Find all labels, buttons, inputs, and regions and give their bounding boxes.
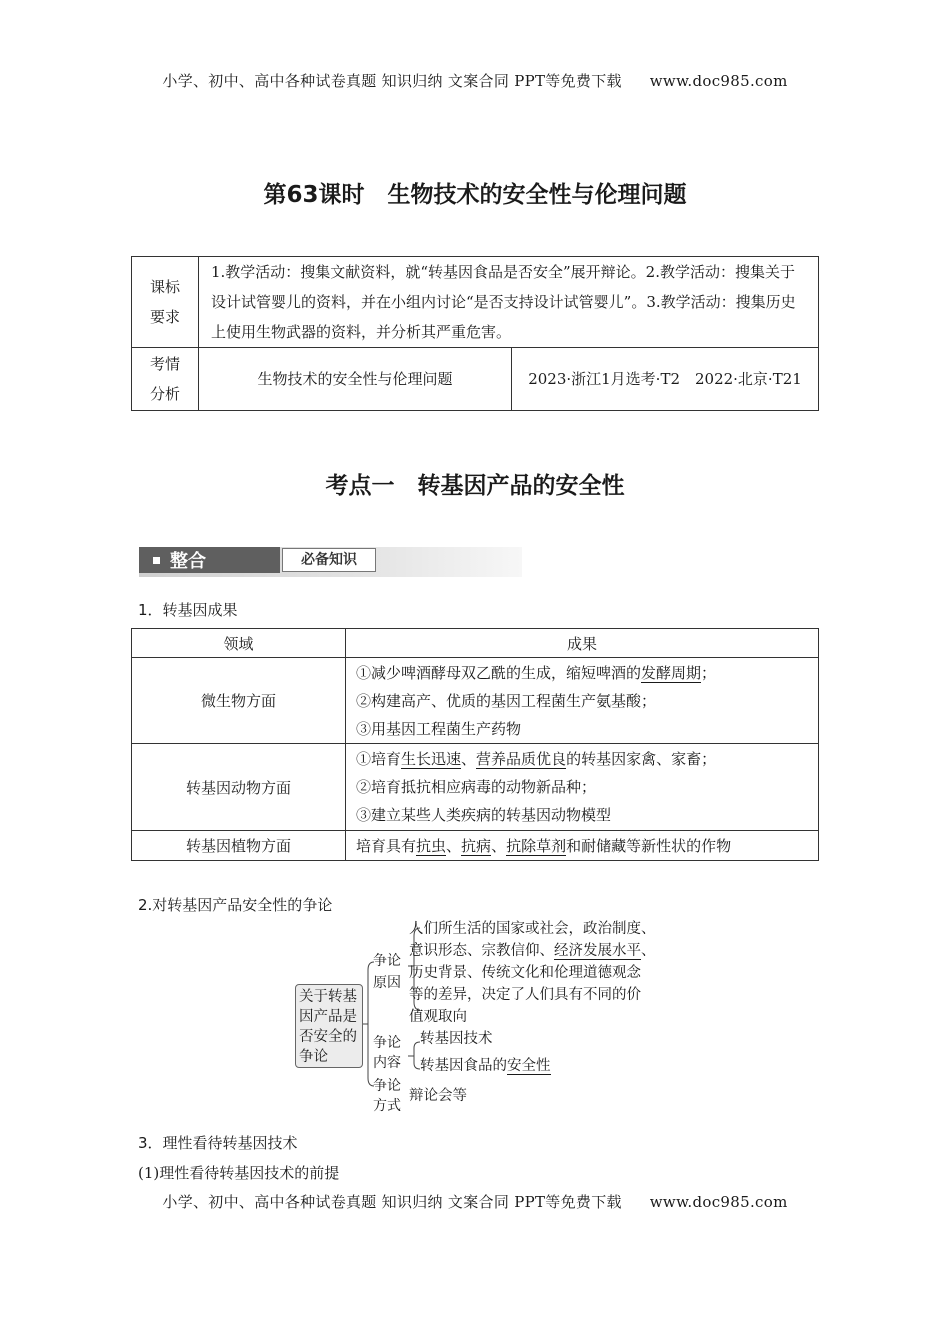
branch-reason-label [373,950,401,994]
label-line: 要求 [149,308,180,326]
result-animal [346,744,819,831]
field-micro: 微生物方面 [132,658,346,744]
analysis-exams: 2023·浙江1月选考·T2 2022·北京·T21 [512,348,819,411]
header-site[interactable]: www.doc985.com [649,72,788,90]
reason-line [409,940,679,962]
label-line: 内容 [373,1055,401,1071]
content-item-1: 转基因技术 [420,1031,493,1047]
reason-line: 历史背景、传统文化和伦理道德观念 [409,965,641,981]
underlined-answer: 生长迅速 [401,750,462,768]
page-header [0,70,950,91]
banner-main-text: 整合 [170,551,206,572]
analysis-topic: 生物技术的安全性与伦理问题 [199,348,512,411]
result-line: ③用基因工程菌生产药物 [356,719,522,738]
text: 、 [461,750,477,768]
banner-main [139,547,280,573]
field-animal: 转基因动物方面 [132,744,346,831]
section3-sub: (1)理性看待转基因技术的前提 [138,1164,340,1182]
text: ①培育 [356,750,402,768]
banner-square-icon [153,557,160,564]
underlined-answer: 营养品质优良 [476,750,567,768]
page-footer [0,1191,950,1212]
reason-line: 值观取向 [409,1009,467,1025]
root-line: 争论 [299,1049,328,1065]
analysis-label [132,348,199,411]
branch-method-label [373,1076,401,1116]
section1-heading: 1．转基因成果 [138,601,238,619]
text: 意识形态、宗教信仰、 [409,943,554,959]
label-line: 考情 [149,355,180,373]
text: 培育具有 [356,836,417,855]
reason-line: 人们所生活的国家或社会，政治制度、 [409,921,656,937]
result-line [356,659,808,687]
achievements-table [131,628,819,861]
label-line: 分析 [149,385,180,403]
result-line: ③建立某些人类疾病的转基因动物模型 [356,806,612,824]
method-text: 辩论会等 [409,1088,467,1104]
underlined-answer: 抗虫 [416,836,447,855]
page-title: 第63课时 生物技术的安全性与伦理问题 [263,182,687,208]
section2-heading: 2.对转基因产品安全性的争论 [138,896,333,914]
footer-site[interactable]: www.doc985.com [649,1193,788,1211]
col-result-header: 成果 [346,629,819,658]
underlined-answer: 抗除草剂 [506,836,567,855]
underlined-answer: 经济发展水平 [554,943,641,959]
text: 转基因食品的 [420,1058,507,1074]
label-line: 争论 [373,1035,401,1051]
kaodian-heading: 考点一 转基因产品的安全性 [325,473,625,499]
header-text: 小学、初中、高中各种试卷真题 知识归纳 文案合同 PPT等免费下载 [162,72,622,90]
root-line: 关于转基 [299,989,357,1005]
label-line: 课标 [149,278,180,296]
result-plant [346,831,819,861]
label-line: 争论 [373,953,401,969]
result-micro [346,658,819,744]
result-line: ②培育抵抗相应病毒的动物新品种； [356,778,597,796]
col-field-header: 领域 [132,629,346,658]
diagram-root [295,984,363,1068]
underlined-answer: 安全性 [507,1058,551,1074]
text: ①减少啤酒酵母双乙酰的生成，缩短啤酒的 [356,663,642,682]
label-line: 方式 [373,1098,401,1114]
requirements-label [132,257,199,348]
label-line: 原因 [373,975,401,991]
label-line: 争论 [373,1078,401,1094]
footer-text: 小学、初中、高中各种试卷真题 知识归纳 文案合同 PPT等免费下载 [162,1193,622,1211]
requirements-table [131,256,819,411]
result-line [356,745,808,773]
reason-line: 等的差异，决定了人们具有不同的价 [409,987,641,1003]
branch-reason-text [409,918,679,1028]
text: 、 [446,836,462,855]
requirements-text: 1.教学活动：搜集文献资料，就“转基因食品是否安全”展开辩论。2.教学活动：搜集关于设计试管婴儿的资料，并在小组内讨论“是否支持设计试管婴儿”。3.教学活动：搜集历史上使用生物武器的资料，并分析其严重危害。 [199,257,819,348]
branch-content-label [373,1033,401,1073]
text: 、 [491,836,507,855]
content-item-2 [420,1055,551,1077]
text: 、 [641,943,656,959]
banner-sub: 必备知识 [282,548,376,572]
result-line: ②构建高产、优质的基因工程菌生产氨基酸； [356,691,657,710]
text: 的转基因家禽、家畜； [566,750,717,768]
text: 和耐储藏等新性状的作物 [566,836,732,855]
root-line: 否安全的 [299,1029,357,1045]
field-plant: 转基因植物方面 [132,831,346,861]
section3-heading: 3．理性看待转基因技术 [138,1134,298,1152]
underlined-answer: 发酵周期 [641,663,702,682]
root-line: 因产品是 [299,1009,357,1025]
underlined-answer: 抗病 [461,836,492,855]
text: ； [701,663,717,682]
